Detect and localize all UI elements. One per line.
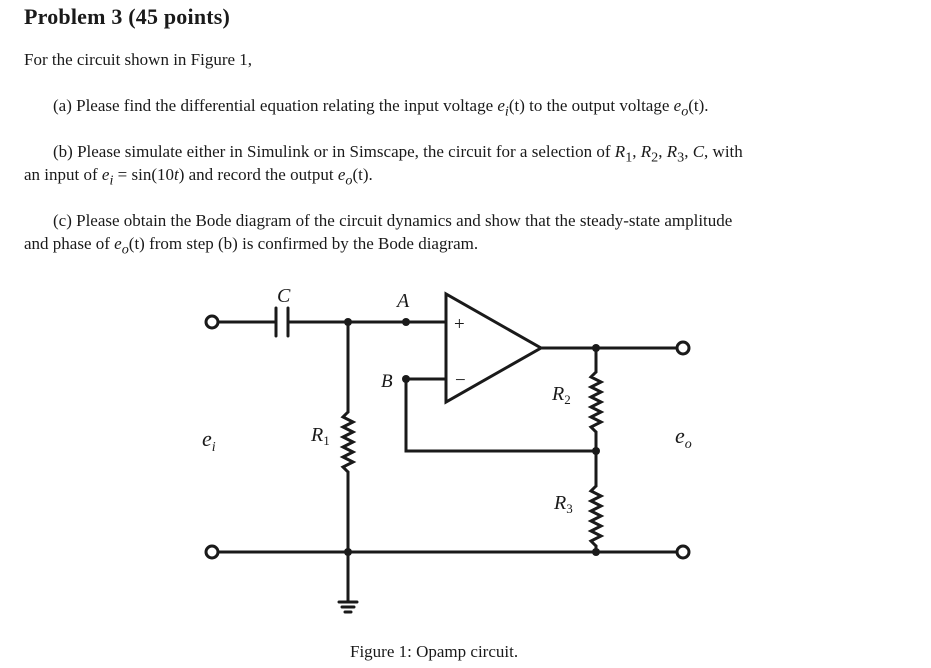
label-r1	[310, 424, 330, 448]
part-b-line2-lead: an input of	[24, 165, 102, 184]
part-a-end: (t).	[688, 96, 709, 115]
terminal-input-top	[206, 316, 218, 328]
part-b-r2: R	[640, 142, 652, 161]
part-b-r3-sub: 3	[677, 149, 685, 166]
label-r3	[553, 492, 573, 516]
part-b-with: , with	[704, 142, 743, 161]
label-plus: +	[454, 314, 465, 335]
part-b-eq: = sin(10	[113, 165, 174, 184]
part-b-sep-2: ,	[658, 142, 667, 161]
part-b-sep-1: ,	[632, 142, 641, 161]
label-r1-sub: 1	[323, 433, 330, 448]
label-r2-sub: 2	[564, 392, 571, 407]
label-c: C	[277, 285, 291, 307]
label-r2-letter: R	[552, 383, 565, 405]
node-b-dot	[402, 375, 410, 383]
part-c-eo: e	[114, 234, 122, 253]
part-a-t: (t)	[508, 96, 525, 115]
terminal-output-bottom	[677, 546, 689, 558]
part-b-r3: R	[666, 142, 678, 161]
label-minus: −	[455, 370, 466, 391]
part-c-line-1: (c) Please obtain the Bode diagram of the circuit dynamics and show that the steady-state amplitude	[53, 211, 733, 230]
part-b-c: C	[692, 142, 705, 161]
label-eo-letter: e	[675, 423, 685, 448]
wire-feedback	[406, 379, 596, 451]
terminal-input-bottom	[206, 546, 218, 558]
part-b-close: ) and record the output	[178, 165, 338, 184]
terminal-output-top	[677, 342, 689, 354]
part-b-r1: R	[614, 142, 626, 161]
junction-r3-bottom	[592, 548, 600, 556]
part-b-ei-sub: i	[109, 172, 114, 189]
part-b-eo-sub: o	[345, 172, 353, 189]
part-a-lead: (a) Please find the differential equation relating the input voltage	[53, 96, 498, 115]
part-a-eo: e	[673, 96, 682, 115]
label-a: A	[397, 290, 410, 312]
part-b-t: t	[173, 165, 179, 184]
junction-output	[592, 344, 600, 352]
junction-r1-bottom	[344, 548, 352, 556]
problem-intro: For the circuit shown in Figure 1,	[24, 50, 253, 69]
part-a-mid: to the output voltage	[524, 96, 674, 115]
label-r2	[551, 383, 571, 407]
label-ei-sub: i	[211, 440, 216, 455]
junction-feedback	[592, 447, 600, 455]
part-b-ei: e	[101, 165, 110, 184]
node-a-dot	[402, 318, 410, 326]
part-a-ei: e	[497, 96, 505, 115]
resistor-r3	[591, 486, 601, 546]
part-b-end: (t).	[352, 165, 373, 184]
part-b-r1-sub: 1	[625, 149, 633, 166]
junction-r1-top	[344, 318, 352, 326]
part-b-lead: (b) Please simulate either in Simulink or in Simscape, the circuit for a selection of	[53, 142, 615, 161]
label-b: B	[381, 371, 393, 392]
label-ei-letter: e	[202, 426, 212, 451]
label-r1-letter: R	[311, 424, 324, 446]
part-b-sep-3: ,	[684, 142, 693, 161]
resistor-r1	[343, 412, 353, 472]
part-a-eo-sub: o	[681, 103, 689, 120]
label-eo	[675, 423, 692, 452]
part-c-eo-sub: o	[121, 241, 129, 258]
part-b-eo: e	[337, 165, 346, 184]
part-c-line2-end: (t) from step (b) is confirmed by the Bode diagram.	[128, 234, 479, 253]
figure-caption: Figure 1: Opamp circuit.	[350, 642, 519, 661]
label-r3-sub: 3	[566, 501, 573, 516]
part-b-r2-sub: 2	[651, 149, 659, 166]
problem-title: Problem 3 (45 points)	[24, 4, 231, 29]
resistor-r2	[591, 372, 601, 432]
part-a-ei-sub: i	[504, 103, 509, 120]
part-c-line2-lead: and phase of	[24, 234, 115, 253]
label-ei	[202, 426, 216, 455]
label-r3-letter: R	[554, 492, 567, 514]
label-eo-sub: o	[684, 437, 692, 452]
